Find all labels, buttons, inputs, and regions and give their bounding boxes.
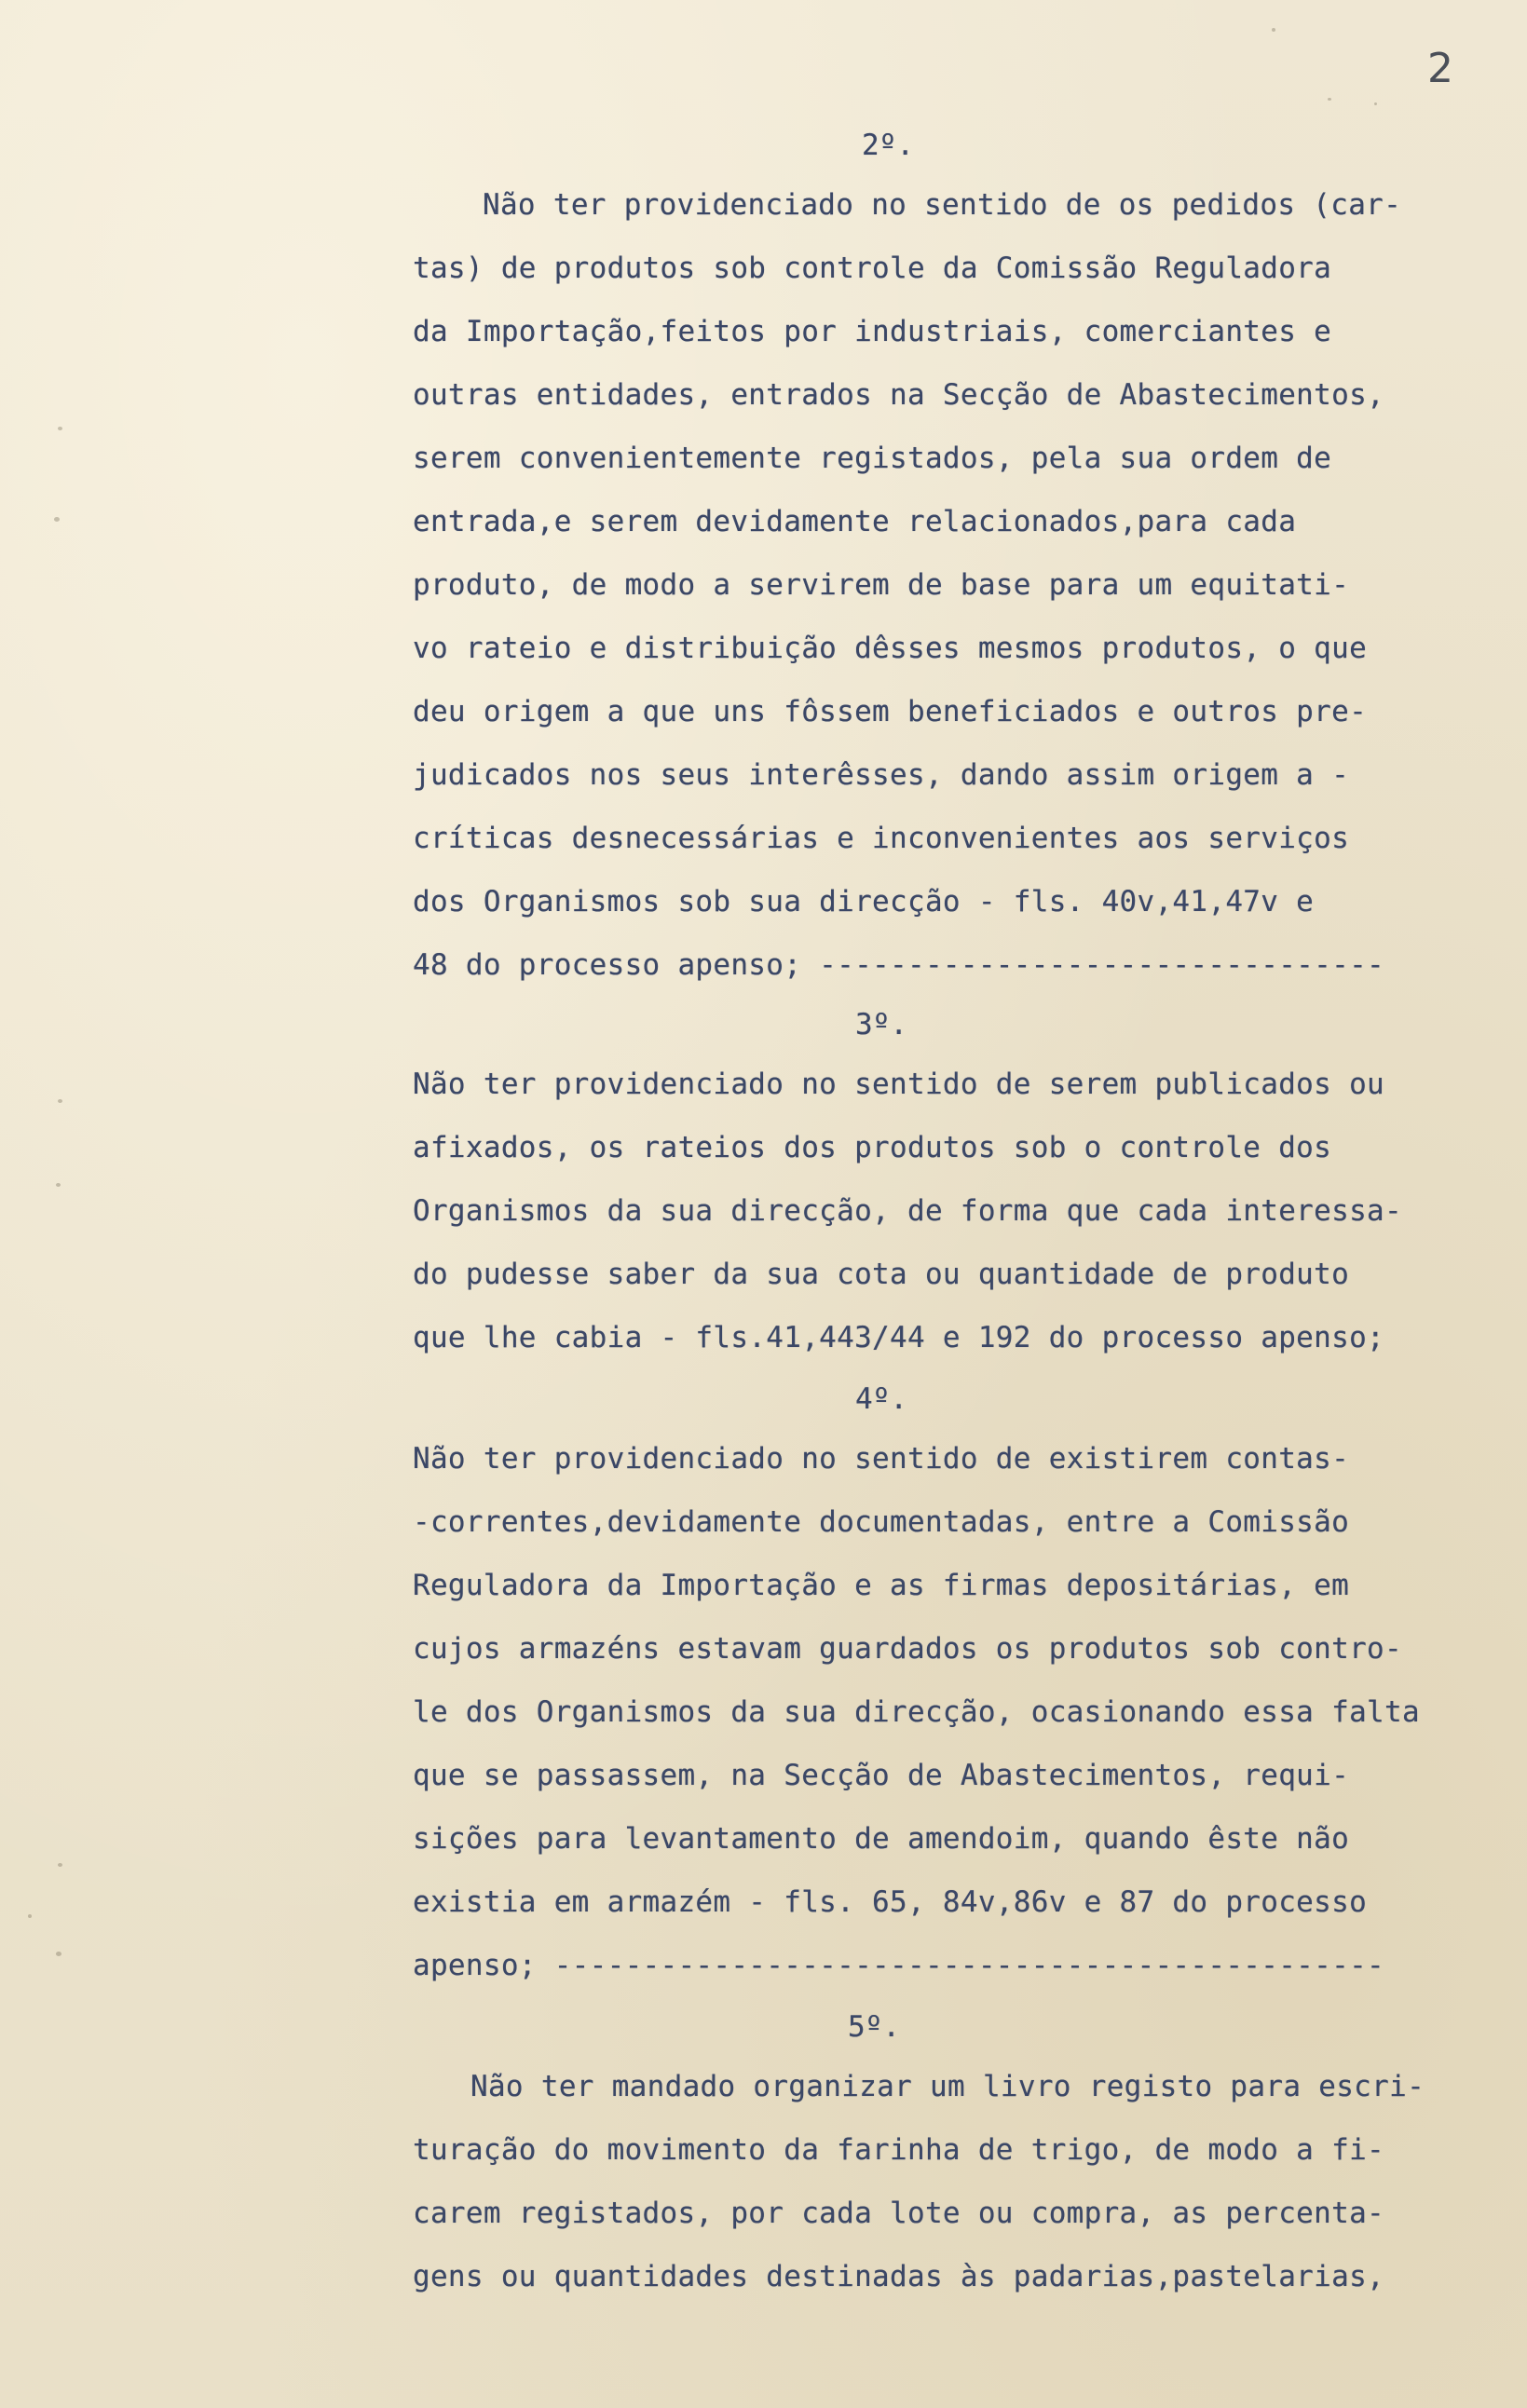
paper-mark [1328, 98, 1331, 101]
text-line: Reguladora da Importação e as firmas depositárias, em [413, 1569, 1350, 1602]
text-line: cujos armazéns estavam guardados os produtos sob contro- [413, 1632, 1402, 1666]
text-line: que lhe cabia - fls.41,443/44 e 192 do processo apenso; [413, 1321, 1384, 1354]
text-line: do pudesse saber da sua cota ou quantidade de produto [413, 1258, 1350, 1291]
text-line: outras entidades, entrados na Secção de Abastecimentos, [413, 378, 1384, 412]
text-line: 48 do processo apenso; -------------------------------- [413, 948, 1384, 982]
section-number: 2º. [862, 129, 914, 162]
text-line: afixados, os rateios dos produtos sob o controle dos [413, 1131, 1332, 1164]
text-line: le dos Organismos da sua direcção, ocasionando essa falta [413, 1695, 1420, 1729]
paper-mark [28, 1914, 32, 1918]
text-line: sições para levantamento de amendoim, quando êste não [413, 1822, 1350, 1856]
paper-mark [56, 1183, 61, 1187]
section-number: 4º. [855, 1382, 907, 1416]
text-line: Não ter providenciado no sentido de serem publicados ou [413, 1068, 1384, 1101]
section-number: 5º. [848, 2010, 900, 2044]
text-line: Não ter providenciado no sentido de os pedidos (car- [483, 188, 1402, 222]
text-line: carem registados, por cada lote ou compra, as percenta- [413, 2197, 1384, 2230]
paper-mark [56, 1952, 61, 1956]
text-line: produto, de modo a servirem de base para um equitati- [413, 568, 1350, 602]
text-line: -correntes,devidamente documentadas, entre a Comissão [413, 1505, 1350, 1539]
text-line: vo rateio e distribuição dêsses mesmos produtos, o que [413, 632, 1368, 665]
text-line: apenso; ----------------------------------------------- [413, 1949, 1384, 1982]
text-line: Não ter mandado organizar um livro registo para escri- [470, 2070, 1425, 2103]
text-line: dos Organismos sob sua direcção - fls. 40v,41,47v e [413, 885, 1315, 918]
text-line: judicados nos seus interêsses, dando assim origem a - [413, 758, 1350, 792]
text-line: turação do movimento da farinha de trigo, de modo a fi- [413, 2133, 1384, 2167]
text-line: que se passassem, na Secção de Abastecimentos, requi- [413, 1759, 1350, 1792]
text-line: críticas desnecessárias e inconvenientes aos serviços [413, 822, 1350, 855]
text-line: gens ou quantidades destinadas às padarias,pastelarias, [413, 2260, 1384, 2293]
text-line: deu origem a que uns fôssem beneficiados e outros pre- [413, 695, 1368, 728]
paper-mark [58, 1863, 62, 1867]
section-number: 3º. [855, 1008, 907, 1041]
text-line: da Importação,feitos por industriais, comerciantes e [413, 315, 1332, 348]
text-line: existia em armazém - fls. 65, 84v,86v e 87 do processo [413, 1885, 1368, 1919]
text-line: tas) de produtos sob controle da Comissão Reguladora [413, 252, 1332, 285]
text-line: entrada,e serem devidamente relacionados,para cada [413, 505, 1297, 538]
paper-mark [54, 517, 60, 522]
page-number: 2 [1427, 45, 1453, 92]
text-line: serem convenientemente registados, pela sua ordem de [413, 442, 1332, 475]
paper-mark [1374, 102, 1377, 105]
paper-mark [58, 1099, 62, 1103]
paper-mark [58, 427, 62, 430]
text-line: Não ter providenciado no sentido de existirem contas- [413, 1442, 1350, 1476]
paper-mark [1272, 28, 1275, 32]
text-line: Organismos da sua direcção, de forma que cada interessa- [413, 1194, 1402, 1228]
